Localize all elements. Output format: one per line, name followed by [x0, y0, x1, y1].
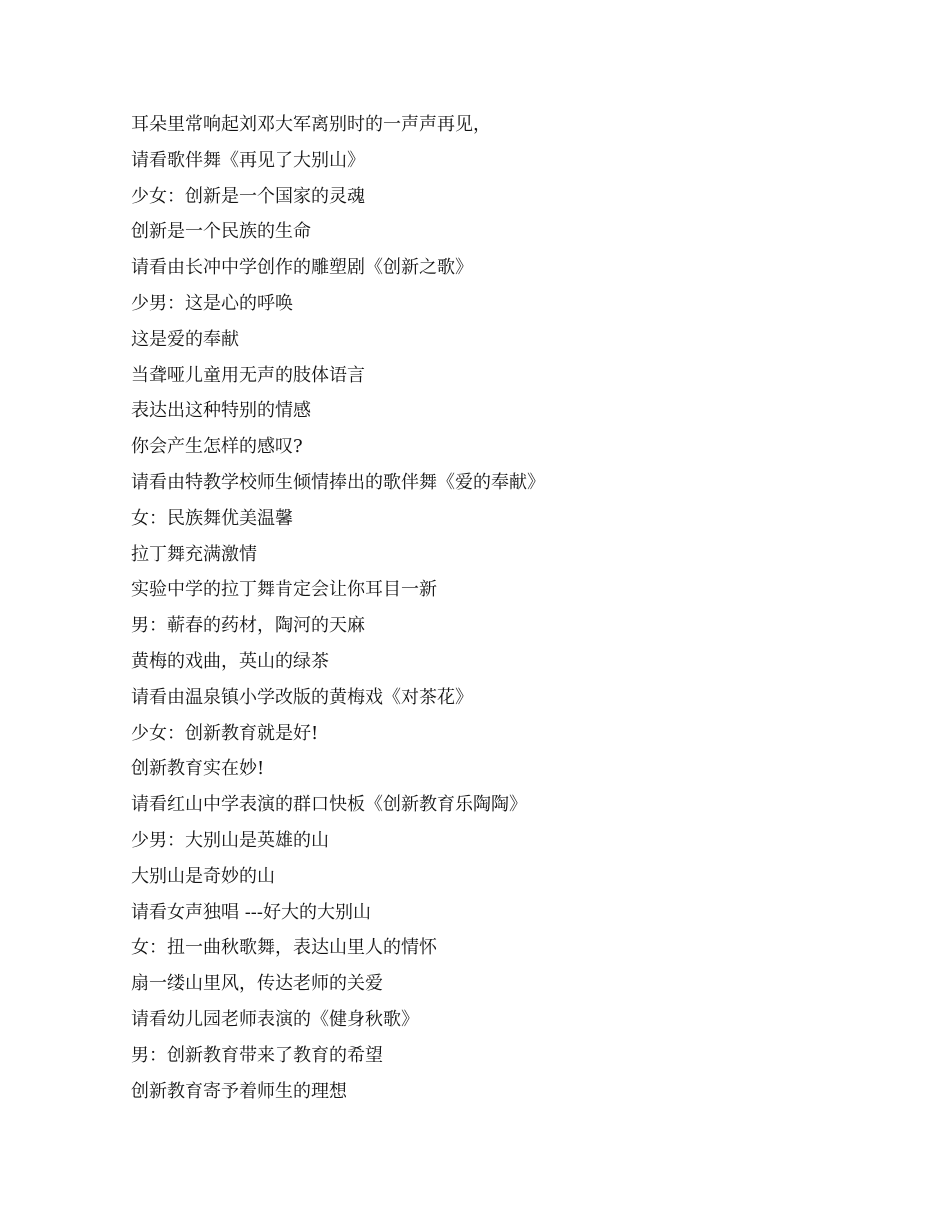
text-line: 请看由温泉镇小学改版的黄梅戏《对茶花》: [131, 686, 473, 708]
text-line: 少女：创新是一个国家的灵魂: [131, 185, 365, 207]
text-line: 请看幼儿园老师表演的《健身秋歌》: [131, 1008, 419, 1030]
script-text-body: [131, 107, 545, 1109]
text-line: 请看红山中学表演的群口快板《创新教育乐陶陶》: [131, 794, 527, 816]
text-line: 创新是一个民族的生命: [131, 221, 311, 243]
text-line: 请看女声独唱 ---好大的大别山: [131, 901, 371, 923]
text-line: 耳朵里常响起刘邓大军离别时的一声声再见，: [131, 114, 491, 135]
text-line: 实验中学的拉丁舞肯定会让你耳目一新: [131, 579, 437, 601]
text-line: 黄梅的戏曲，英山的绿茶: [131, 650, 329, 672]
text-line: 请看歌伴舞《再见了大别山》: [131, 149, 365, 171]
text-line: 男：创新教育带来了教育的希望: [131, 1044, 383, 1066]
text-line: 女：民族舞优美温馨: [131, 507, 293, 529]
text-line: 创新教育实在妙!: [131, 758, 265, 780]
text-line: 大别山是奇妙的山: [131, 865, 275, 887]
text-line: 这是爱的奉献: [131, 328, 239, 350]
text-line: 创新教育寄予着师生的理想: [131, 1080, 347, 1102]
text-line: 男：蕲春的药材，陶河的天麻: [131, 615, 365, 637]
text-line: 请看由特教学校师生倾情捧出的歌伴舞《爱的奉献》: [131, 471, 545, 493]
text-line: 少女：创新教育就是好!: [131, 722, 319, 744]
text-line: 女：扭一曲秋歌舞，表达山里人的情怀: [131, 937, 437, 959]
text-line: 你会产生怎样的感叹?: [131, 436, 303, 458]
text-line: 扇一缕山里风，传达老师的关爱: [131, 973, 383, 995]
text-line: 请看由长冲中学创作的雕塑剧《创新之歌》: [131, 257, 473, 279]
text-line: 表达出这种特别的情感: [131, 400, 311, 422]
text-line: 拉丁舞充满激情: [131, 543, 257, 565]
text-line: 少男：这是心的呼唤: [131, 292, 293, 314]
text-line: 少男：大别山是英雄的山: [131, 829, 329, 851]
text-line: 当聋哑儿童用无声的肢体语言: [131, 364, 365, 386]
